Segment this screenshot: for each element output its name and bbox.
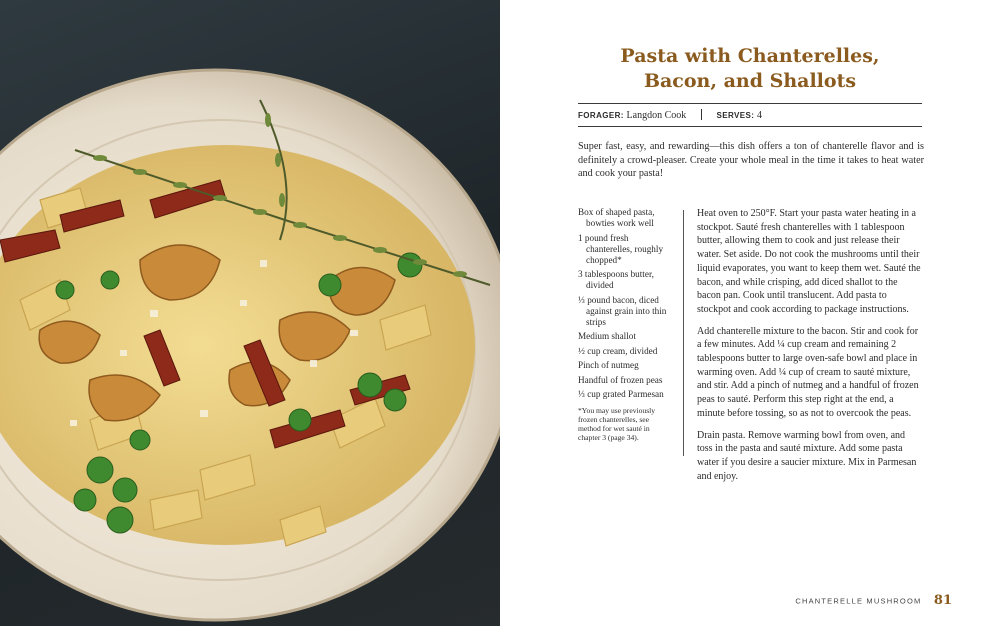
method-paragraph: Drain pasta. Remove warming bowl from oven, and toss in the pasta and sauté mixture. Add some pasta water if you desire a saucier mixture. Mix in Parmesan and enjoy. (697, 429, 917, 482)
ingredient-item: ½ cup cream, divided (578, 345, 658, 356)
page-footer (795, 592, 952, 610)
recipe-page (500, 0, 1000, 626)
header-rule-bottom (578, 126, 922, 127)
recipe-meta (578, 109, 922, 122)
ingredient-item: Pinch of nutmeg (578, 360, 639, 370)
method-paragraph: Heat oven to 250°F. Start your pasta water heating in a stockpot. Sauté fresh chanterelles with 1 tablespoon butter, allowing them to cook and just release their water. Set aside. Do not cook the mushrooms until their liquid evaporates, you want to keep them wet. Sauté the bacon, and while crisping, add diced shallot to the bacon pan. Cook until translucent. Add pasta to stockpot and cook according to package instructions. (697, 208, 921, 315)
ingredient-list (578, 207, 674, 404)
ingredient-item: 3 tablespoons butter, divided (578, 269, 654, 290)
ingredient-item: ⅓ cup grated Parmesan (578, 389, 664, 399)
ingredient-item: ⅓ pound bacon, diced against grain into thin strips (578, 294, 667, 327)
column-divider (683, 210, 684, 456)
method-paragraph: Add chanterelle mixture to the bacon. Stir and cook for a few minutes. Add ¼ cup cream and remaining 2 tablespoons butter to large oven-safe bowl and place in warming oven. Add ¼ cup of cream to sauté mixture, and stir. Add a pinch of nutmeg and a handful of frozen peas to sauté. Perform this step right at the end, a minute before tossing, so as not to overcook the peas. (697, 325, 919, 419)
method-steps (697, 207, 923, 491)
recipe-title-line-1: Pasta with Chanterelles, (620, 45, 880, 67)
serves-label: SERVES: (716, 111, 755, 120)
ingredient-item: 1 pound fresh chanterelles, roughly chopped* (578, 232, 664, 265)
recipe-title-line-2: Bacon, and Shallots (643, 70, 857, 92)
page-number: 81 (933, 593, 952, 609)
ingredient-item: Handful of frozen peas (578, 374, 663, 385)
forager-name: Langdon Cook (626, 110, 687, 121)
ingredient-footnote: *You may use previously frozen chanterelles, see method for wet sauté in chapter 3 (page 34). (578, 406, 656, 442)
ingredient-item: Box of shaped pasta, bowties work well (578, 207, 655, 228)
recipe-title (578, 44, 922, 94)
meta-separator (701, 109, 702, 120)
footer-section-title: CHANTERELLE MUSHROOM (795, 596, 922, 606)
ingredient-item: Medium shallot (578, 331, 636, 341)
recipe-intro: Super fast, easy, and rewarding—this dish offers a ton of chanterelle flavor and is definitely a crowd-pleaser. Create your whole meal in the time it takes to heat water and cook your pasta! (578, 141, 924, 179)
serves-value: 4 (756, 110, 762, 121)
forager-label: FORAGER: (578, 111, 624, 120)
header-rule-top (578, 103, 922, 104)
